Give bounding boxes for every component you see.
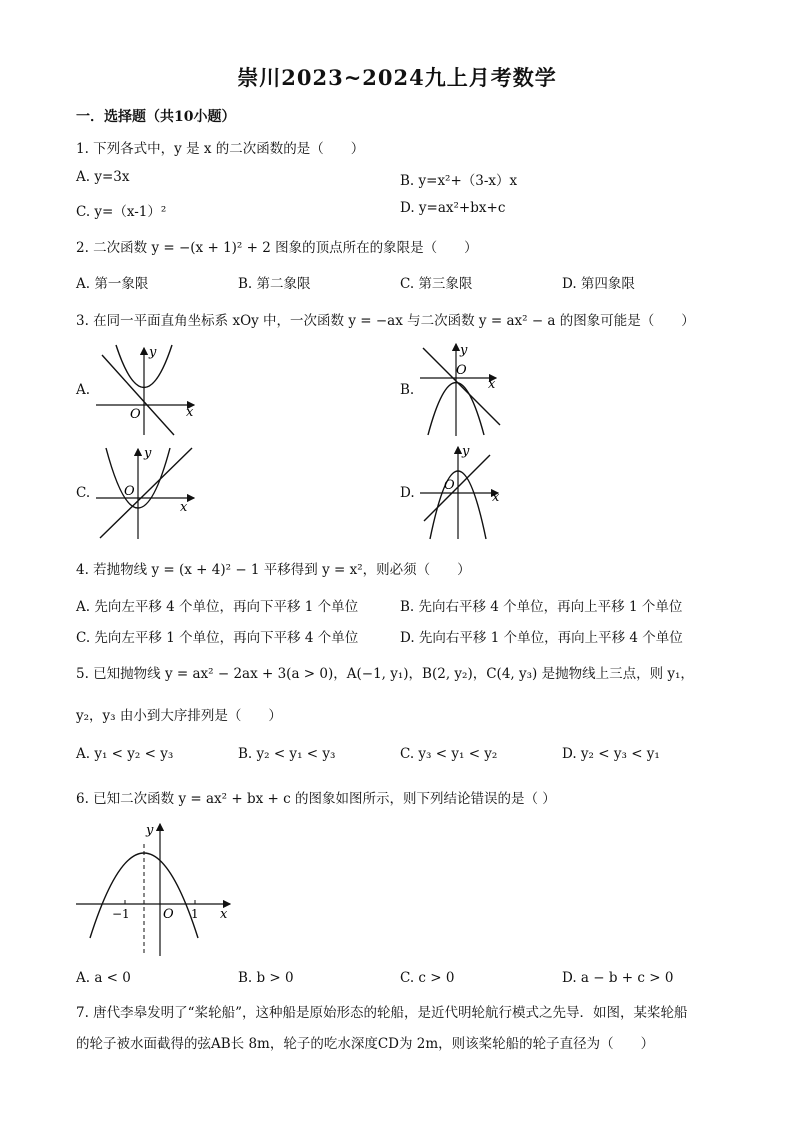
x-label: x — [488, 377, 496, 392]
question-5-option-b[interactable]: B. y₂ < y₁ < y₃ — [238, 746, 336, 762]
question-5-stem-line-1: 5. 已知抛物线 y = ax² − 2ax + 3(a > 0)，A(−1, y₁)，B(2, y₂)，C(4, y₃) 是抛物线上三点，则 y₁， — [76, 666, 694, 682]
origin-label: O — [456, 363, 467, 378]
x-label: x — [220, 907, 228, 922]
question-1-stem: 1. 下列各式中，y 是 x 的二次函数的是（ ） — [76, 141, 365, 157]
question-4-option-a[interactable]: A. 先向左平移 4 个单位，再向下平移 1 个单位 — [76, 599, 359, 615]
question-1-option-b[interactable]: B. y=x²+（3-x）x — [400, 173, 518, 189]
question-7-stem-line-2: 的轮子被水面截得的弦AB长 8m，轮子的吃水深度CD为 2m，则该桨轮船的轮子直径为（ ） — [76, 1036, 655, 1052]
question-4-option-d[interactable]: D. 先向右平移 1 个单位，再向上平移 4 个单位 — [400, 630, 683, 646]
y-label: y — [462, 444, 470, 459]
page-title: 崇川2023~2024九上月考数学 — [237, 65, 557, 90]
origin-label: O — [163, 907, 174, 922]
question-6-option-d[interactable]: D. a − b + c > 0 — [562, 970, 674, 986]
question-3-option-b[interactable]: B. — [400, 382, 415, 398]
question-2-stem: 2. 二次函数 y = −(x + 1)² + 2 图象的顶点所在的象限是（ ） — [76, 240, 478, 256]
question-5-option-d[interactable]: D. y₂ < y₃ < y₁ — [562, 746, 660, 762]
question-3-stem: 3. 在同一平面直角坐标系 xOy 中，一次函数 y = −ax 与二次函数 y = ax² − a 的图象可能是（ ） — [76, 313, 695, 329]
tick-neg1-label: −1 — [112, 907, 130, 921]
x-label: x — [492, 490, 500, 505]
origin-label: O — [124, 484, 135, 499]
tick-1-label: 1 — [191, 907, 199, 921]
q3-graph-d — [418, 443, 508, 543]
question-4-option-b[interactable]: B. 先向右平移 4 个单位，再向上平移 1 个单位 — [400, 599, 683, 615]
y-label: y — [144, 446, 152, 461]
question-2-option-d[interactable]: D. 第四象限 — [562, 276, 635, 292]
line — [100, 448, 192, 538]
question-6-stem: 6. 已知二次函数 y = ax² + bx + c 的图象如图所示，则下列结论错误的是（ ） — [76, 791, 556, 807]
y-label: y — [460, 343, 468, 358]
question-2-option-b[interactable]: B. 第二象限 — [238, 276, 311, 292]
question-7-stem-line-1: 7. 唐代李皋发明了“桨轮船”，这种船是原始形态的轮船，是近代明轮航行模式之先导．如图，某桨轮船 — [76, 1005, 688, 1021]
question-4-option-c[interactable]: C. 先向左平移 1 个单位，再向下平移 4 个单位 — [76, 630, 359, 646]
q3-graph-c — [94, 443, 204, 541]
question-1-option-d[interactable]: D. y=ax²+bx+c — [400, 200, 506, 216]
question-6-option-a[interactable]: A. a < 0 — [76, 970, 131, 986]
q3-graph-a — [94, 340, 204, 438]
question-6-option-c[interactable]: C. c > 0 — [400, 970, 455, 986]
section-heading: 一．选择题（共10小题） — [76, 109, 236, 125]
question-5-stem-line-2: y₂，y₃ 由小到大序排列是（ ） — [76, 708, 282, 724]
y-label: y — [146, 823, 154, 838]
y-label: y — [149, 345, 157, 360]
q6-graph — [72, 820, 242, 960]
question-5-option-c[interactable]: C. y₃ < y₁ < y₂ — [400, 746, 498, 762]
question-2-option-a[interactable]: A. 第一象限 — [76, 276, 149, 292]
question-3-option-a[interactable]: A. — [76, 382, 91, 398]
question-3-option-c[interactable]: C. — [76, 485, 91, 501]
question-3-option-d[interactable]: D. — [400, 485, 415, 501]
question-6-option-b[interactable]: B. b > 0 — [238, 970, 294, 986]
question-1-option-c[interactable]: C. y=（x-1）² — [76, 204, 167, 220]
origin-label: O — [444, 478, 455, 493]
question-5-option-a[interactable]: A. y₁ < y₂ < y₃ — [76, 746, 174, 762]
question-1-option-a[interactable]: A. y=3x — [76, 169, 130, 185]
q3-graph-b — [418, 340, 508, 440]
origin-label: O — [130, 407, 141, 422]
x-label: x — [180, 500, 188, 515]
x-label: x — [186, 405, 194, 420]
question-2-option-c[interactable]: C. 第三象限 — [400, 276, 473, 292]
question-4-stem: 4. 若抛物线 y = (x + 4)² − 1 平移得到 y = x²，则必须（ ） — [76, 562, 471, 578]
